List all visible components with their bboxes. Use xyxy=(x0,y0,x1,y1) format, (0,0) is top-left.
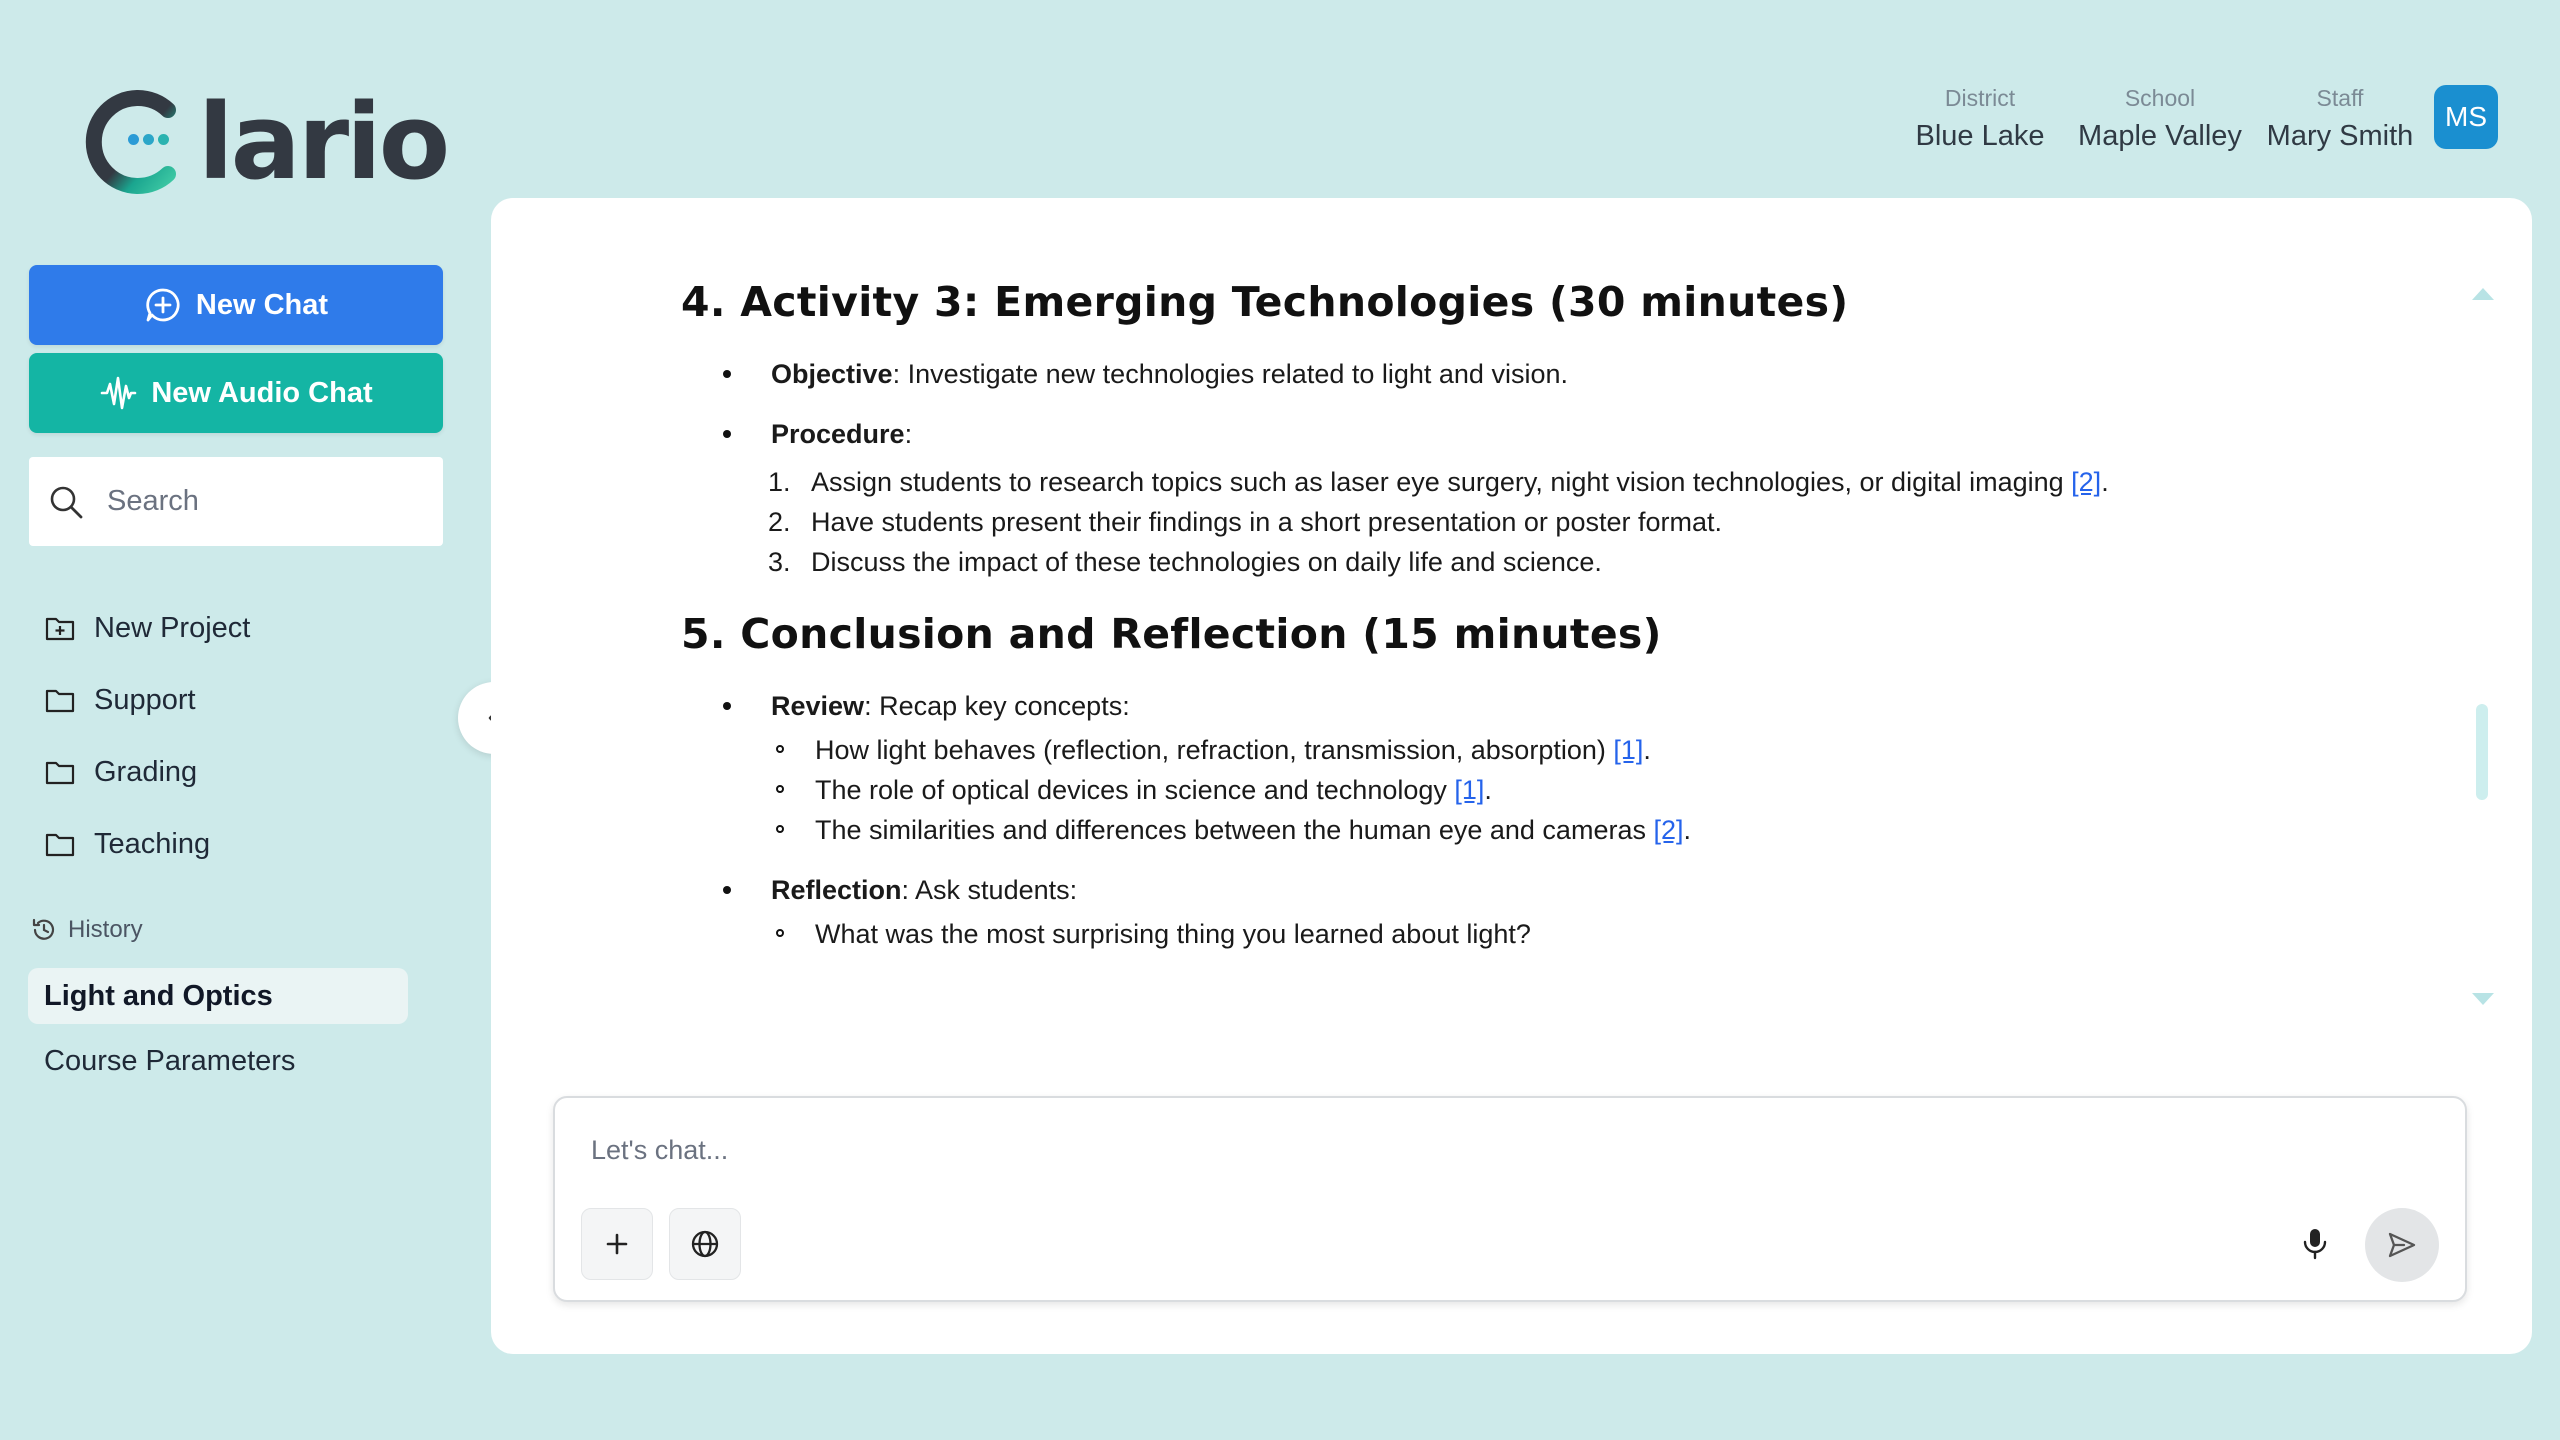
history-heading xyxy=(30,916,143,944)
procedure-step xyxy=(681,542,2381,582)
search-input[interactable] xyxy=(105,484,409,519)
review-point-text: The similarities and differences between the human eye and cameras xyxy=(815,815,1654,845)
citation-link[interactable]: [1] xyxy=(1454,775,1485,805)
procedure-suffix: : xyxy=(904,419,913,449)
logo-dots-icon xyxy=(128,134,170,146)
new-chat-button[interactable] xyxy=(29,265,443,345)
procedure-label: Procedure xyxy=(771,419,905,449)
new-audio-chat-button[interactable] xyxy=(29,353,443,433)
district-value: Blue Lake xyxy=(1915,120,2045,152)
staff-caption: Staff xyxy=(2316,85,2364,111)
review-point-end: . xyxy=(1683,815,1692,845)
search-icon xyxy=(47,483,85,521)
citation-link[interactable]: [2] xyxy=(2071,467,2102,497)
district-info xyxy=(1905,84,2055,156)
reflection-question xyxy=(681,914,2381,954)
review-point-end: . xyxy=(1484,775,1492,805)
section-4-heading: 4. Activity 3: Emerging Technologies (30 minutes) xyxy=(681,278,1849,326)
folder-icon xyxy=(44,684,76,716)
review-text: : Recap key concepts: xyxy=(864,691,1130,721)
district-caption: District xyxy=(1944,85,2016,111)
sidebar-item-teaching[interactable] xyxy=(44,820,210,868)
scroll-down-arrow-icon[interactable] xyxy=(2472,993,2494,1005)
avatar[interactable]: MS xyxy=(2434,85,2498,149)
step-number: 2. xyxy=(768,507,791,537)
scroll-up-arrow-icon[interactable] xyxy=(2472,288,2494,300)
chat-plus-icon xyxy=(144,286,182,324)
objective-text: : Investigate new technologies related to light and vision. xyxy=(892,359,1568,389)
assistant-message xyxy=(681,278,2381,954)
staff-info xyxy=(2262,84,2418,156)
send-button[interactable] xyxy=(2365,1208,2439,1282)
history-icon xyxy=(30,916,58,944)
step-text: Assign students to research topics such as laser eye surgery, night vision technologies, or digital imaging xyxy=(811,467,2072,497)
step-number: 1. xyxy=(768,467,791,497)
folder-plus-icon xyxy=(44,612,76,644)
scrollbar-thumb[interactable] xyxy=(2476,704,2488,800)
logo-text: lario xyxy=(198,81,448,203)
folder-icon xyxy=(44,828,76,860)
sidebar-item-new-project[interactable] xyxy=(44,604,250,652)
sidebar-item-grading[interactable] xyxy=(44,748,197,796)
school-info xyxy=(2075,84,2245,156)
new-audio-chat-label: New Audio Chat xyxy=(151,376,373,409)
review-point-text: The role of optical devices in science and technology xyxy=(815,775,1455,805)
school-caption: School xyxy=(2124,85,2196,111)
citation-link[interactable]: [2] xyxy=(1653,815,1684,845)
chat-input[interactable] xyxy=(589,1134,2393,1167)
procedure-step xyxy=(681,462,2381,502)
message-composer xyxy=(553,1096,2467,1302)
section-5-heading: 5. Conclusion and Reflection (15 minutes) xyxy=(681,610,1662,658)
review-label: Review xyxy=(771,691,865,721)
reflection-text: : Ask students: xyxy=(901,875,1078,905)
send-icon xyxy=(2386,1229,2418,1261)
step-number: 3. xyxy=(768,547,791,577)
citation-link[interactable]: [1] xyxy=(1613,735,1644,765)
staff-value: Mary Smith xyxy=(2266,120,2414,152)
sidebar-item-support[interactable] xyxy=(44,676,196,724)
new-chat-label: New Chat xyxy=(195,288,329,321)
review-point xyxy=(681,730,2381,770)
sidebar-item-label: New Project xyxy=(94,611,251,644)
school-value: Maple Valley xyxy=(2078,120,2242,152)
sidebar-item-label: Teaching xyxy=(94,827,211,860)
web-search-button[interactable] xyxy=(669,1208,741,1280)
review-point xyxy=(681,770,2381,810)
plus-icon xyxy=(601,1228,633,1260)
folder-icon xyxy=(44,756,76,788)
sidebar-item-label: Support xyxy=(94,683,196,716)
review-point xyxy=(681,810,2381,850)
review-point-end: . xyxy=(1643,735,1651,765)
review-item xyxy=(681,686,2381,726)
reflection-label: Reflection xyxy=(771,875,902,905)
microphone-icon xyxy=(2300,1227,2330,1261)
review-point-text: How light behaves (reflection, refraction, transmission, absorption) xyxy=(815,735,1614,765)
attach-button[interactable] xyxy=(581,1208,653,1280)
reflection-question-text: What was the most surprising thing you learned about light? xyxy=(815,919,1531,949)
history-label: History xyxy=(68,916,143,943)
step-text: Discuss the impact of these technologies on daily life and science. xyxy=(811,547,1602,577)
history-item-course-parameters[interactable]: Course Parameters xyxy=(44,1045,296,1077)
globe-icon xyxy=(689,1228,721,1260)
step-text: Have students present their findings in a short presentation or poster format. xyxy=(811,507,1722,537)
step-end: . xyxy=(2101,467,2109,497)
history-item-light-and-optics[interactable]: Light and Optics xyxy=(28,968,408,1024)
audio-wave-icon xyxy=(99,374,137,412)
clario-logo xyxy=(80,81,448,203)
microphone-button[interactable] xyxy=(2293,1222,2337,1266)
sidebar-item-label: Grading xyxy=(94,755,198,788)
objective-item xyxy=(681,354,2381,394)
procedure-item xyxy=(681,414,2381,454)
objective-label: Objective xyxy=(771,359,893,389)
search-box xyxy=(29,457,443,546)
procedure-step xyxy=(681,502,2381,542)
reflection-item xyxy=(681,870,2381,910)
